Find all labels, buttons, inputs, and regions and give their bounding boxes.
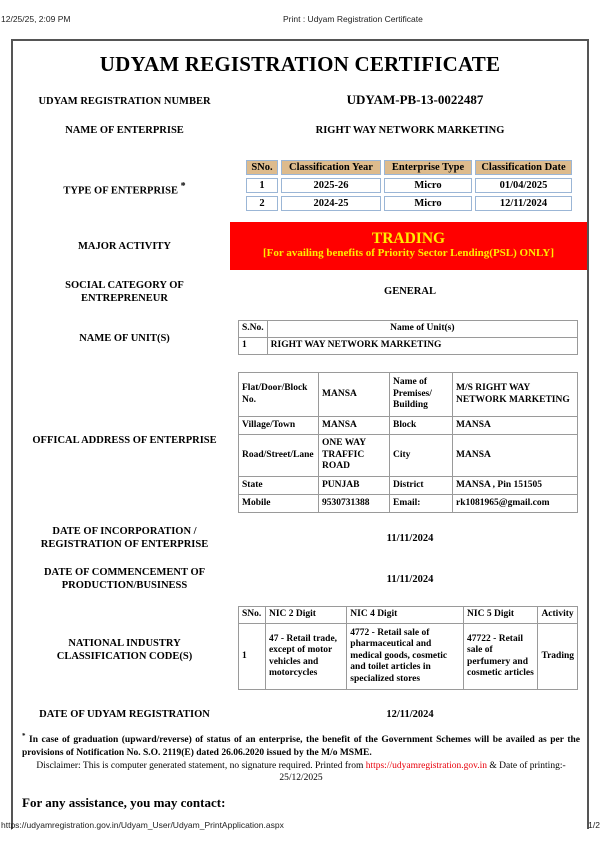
nic-label xyxy=(22,637,227,663)
cell: State xyxy=(239,477,319,495)
cell: MANSA xyxy=(453,417,578,435)
commencement-date: 11/11/2024 xyxy=(386,574,434,585)
cell: MANSA xyxy=(453,435,578,477)
col-nic-2: NIC 2 Digit xyxy=(265,607,346,624)
disclaimer xyxy=(22,760,580,784)
cell: 1 xyxy=(239,338,268,355)
units-table xyxy=(238,320,578,355)
print-header xyxy=(0,14,600,28)
cell: Block xyxy=(390,417,453,435)
cell: Trading xyxy=(538,624,578,690)
registration-number: UDYAM-PB-13-0022487 xyxy=(346,92,484,107)
cell: 1 xyxy=(239,624,266,690)
udyam-site-link[interactable]: https://udyamregistration.gov.in xyxy=(365,761,487,771)
cell: District xyxy=(390,477,453,495)
disclaimer-prefix: Disclaimer: This is computer generated statement, no signature required. Printed from xyxy=(36,761,366,771)
commencement-label-line2: PRODUCTION/BUSINESS xyxy=(61,580,188,591)
cell: Micro xyxy=(384,196,472,211)
incorporation-label xyxy=(22,525,227,551)
col-classification-year: Classification Year xyxy=(281,160,381,175)
cell: 47722 - Retail sale of perfumery and cosmetic articles xyxy=(464,624,538,690)
units-label: NAME OF UNIT(S) xyxy=(79,333,170,344)
cell: ONE WAY TRAFFIC ROAD xyxy=(319,435,390,477)
col-nic-4: NIC 4 Digit xyxy=(347,607,464,624)
cell: Village/Town xyxy=(239,417,319,435)
certificate-title: UDYAM REGISTRATION CERTIFICATE xyxy=(99,52,501,76)
page-number: 1/2 xyxy=(588,820,600,830)
cell: 4772 - Retail sale of pharmaceutical and medical goods, cosmetic and toilet articles in specialized stores xyxy=(347,624,464,690)
cell: M/S RIGHT WAY NETWORK MARKETING xyxy=(453,373,578,417)
cell: MANSA , Pin 151505 xyxy=(453,477,578,495)
registration-number-label: UDYAM REGISTRATION NUMBER xyxy=(38,96,211,107)
col-sno: SNo. xyxy=(246,160,278,175)
col-classification-date: Classification Date xyxy=(475,160,572,175)
cell: 2 xyxy=(246,196,278,211)
mobile-value: 9530731388 xyxy=(319,495,390,513)
print-datetime: 12/25/25, 2:09 PM xyxy=(1,14,71,24)
col-nic-5: NIC 5 Digit xyxy=(464,607,538,624)
asterisk-marker: * xyxy=(180,181,186,192)
footnote-text: In case of graduation (upward/reverse) of status of an enterprise, the benefit of the Government Schemes will be availed as per the provisions of Notification No. S.O. 2119(E) dated 26.06.2020 issued by the M/o MSME. xyxy=(22,735,581,759)
classification-header-row xyxy=(246,160,572,175)
col-sno: SNo. xyxy=(239,607,266,624)
udyam-date-label: DATE OF UDYAM REGISTRATION xyxy=(39,709,210,720)
nic-table xyxy=(238,606,578,690)
major-activity-note: [For availing benefits of Priority Sector Lending(PSL) ONLY] xyxy=(263,247,554,259)
nic-label-line2: CLASSIFICATION CODE(S) xyxy=(56,651,193,662)
enterprise-name-label: NAME OF ENTERPRISE xyxy=(65,125,184,136)
cell: 2024-25 xyxy=(281,196,381,211)
print-url: https://udyamregistration.gov.in/Udyam_User/Udyam_PrintApplication.aspx xyxy=(1,820,284,830)
units-header-row xyxy=(239,321,578,338)
udyam-date: 12/11/2024 xyxy=(386,709,434,720)
cell: MANSA xyxy=(319,417,390,435)
enterprise-type-label xyxy=(22,180,227,198)
cell: 01/04/2025 xyxy=(475,178,572,193)
footnote-asterisk: * xyxy=(22,732,26,740)
address-label: OFFICAL ADDRESS OF ENTERPRISE xyxy=(32,435,217,446)
cell: Road/Street/Lane xyxy=(239,435,319,477)
cell: MANSA xyxy=(319,373,390,417)
cell: 1 xyxy=(246,178,278,193)
incorporation-label-line2: REGISTRATION OF ENTERPRISE xyxy=(40,539,209,550)
cell: Micro xyxy=(384,178,472,193)
major-activity-banner xyxy=(230,222,587,270)
social-category-label xyxy=(22,279,227,305)
email-value: rk1081965@gmail.com xyxy=(453,495,578,513)
cell: Mobile xyxy=(239,495,319,513)
col-activity: Activity xyxy=(538,607,578,624)
cell: 47 - Retail trade, except of motor vehicles and motorcycles xyxy=(265,624,346,690)
table-row xyxy=(246,178,572,193)
cell: 2025-26 xyxy=(281,178,381,193)
table-row xyxy=(239,624,578,690)
print-title: Print : Udyam Registration Certificate xyxy=(283,14,423,24)
cell: Email: xyxy=(390,495,453,513)
cell: Flat/Door/Block No. xyxy=(239,373,319,417)
col-unit-name: Name of Unit(s) xyxy=(267,321,577,338)
cell: City xyxy=(390,435,453,477)
footnote xyxy=(22,730,580,760)
address-table xyxy=(238,372,578,513)
cell: RIGHT WAY NETWORK MARKETING xyxy=(267,338,577,355)
table-row xyxy=(239,435,578,477)
enterprise-type-label-text: TYPE OF ENTERPRISE xyxy=(63,185,178,197)
nic-label-line1: NATIONAL INDUSTRY xyxy=(68,638,181,649)
social-category: GENERAL xyxy=(384,286,436,297)
enterprise-name: RIGHT WAY NETWORK MARKETING xyxy=(315,125,505,136)
classification-table xyxy=(243,157,575,214)
table-row xyxy=(246,196,572,211)
social-category-label-line1: SOCIAL CATEGORY OF xyxy=(65,280,184,291)
table-row xyxy=(239,477,578,495)
cell: 12/11/2024 xyxy=(475,196,572,211)
commencement-label xyxy=(22,566,227,592)
col-sno: S.No. xyxy=(239,321,268,338)
incorporation-label-line1: DATE OF INCORPORATION / xyxy=(52,526,197,537)
commencement-label-line1: DATE OF COMMENCEMENT OF xyxy=(43,567,206,578)
social-category-label-line2: ENTREPRENEUR xyxy=(81,293,168,304)
cell: Name of Premises/ Building xyxy=(390,373,453,417)
print-footer xyxy=(0,820,600,834)
incorporation-date: 11/11/2024 xyxy=(386,533,434,544)
col-enterprise-type: Enterprise Type xyxy=(384,160,472,175)
table-row xyxy=(239,338,578,355)
disclaimer-suffix: & Date of printing:- 25/12/2025 xyxy=(279,761,566,783)
nic-header-row xyxy=(239,607,578,624)
major-activity-label: MAJOR ACTIVITY xyxy=(77,241,172,252)
table-row xyxy=(239,373,578,417)
assistance-heading: For any assistance, you may contact: xyxy=(22,795,226,810)
table-row xyxy=(239,417,578,435)
table-row xyxy=(239,495,578,513)
major-activity-value: TRADING xyxy=(371,230,446,247)
cell: PUNJAB xyxy=(319,477,390,495)
